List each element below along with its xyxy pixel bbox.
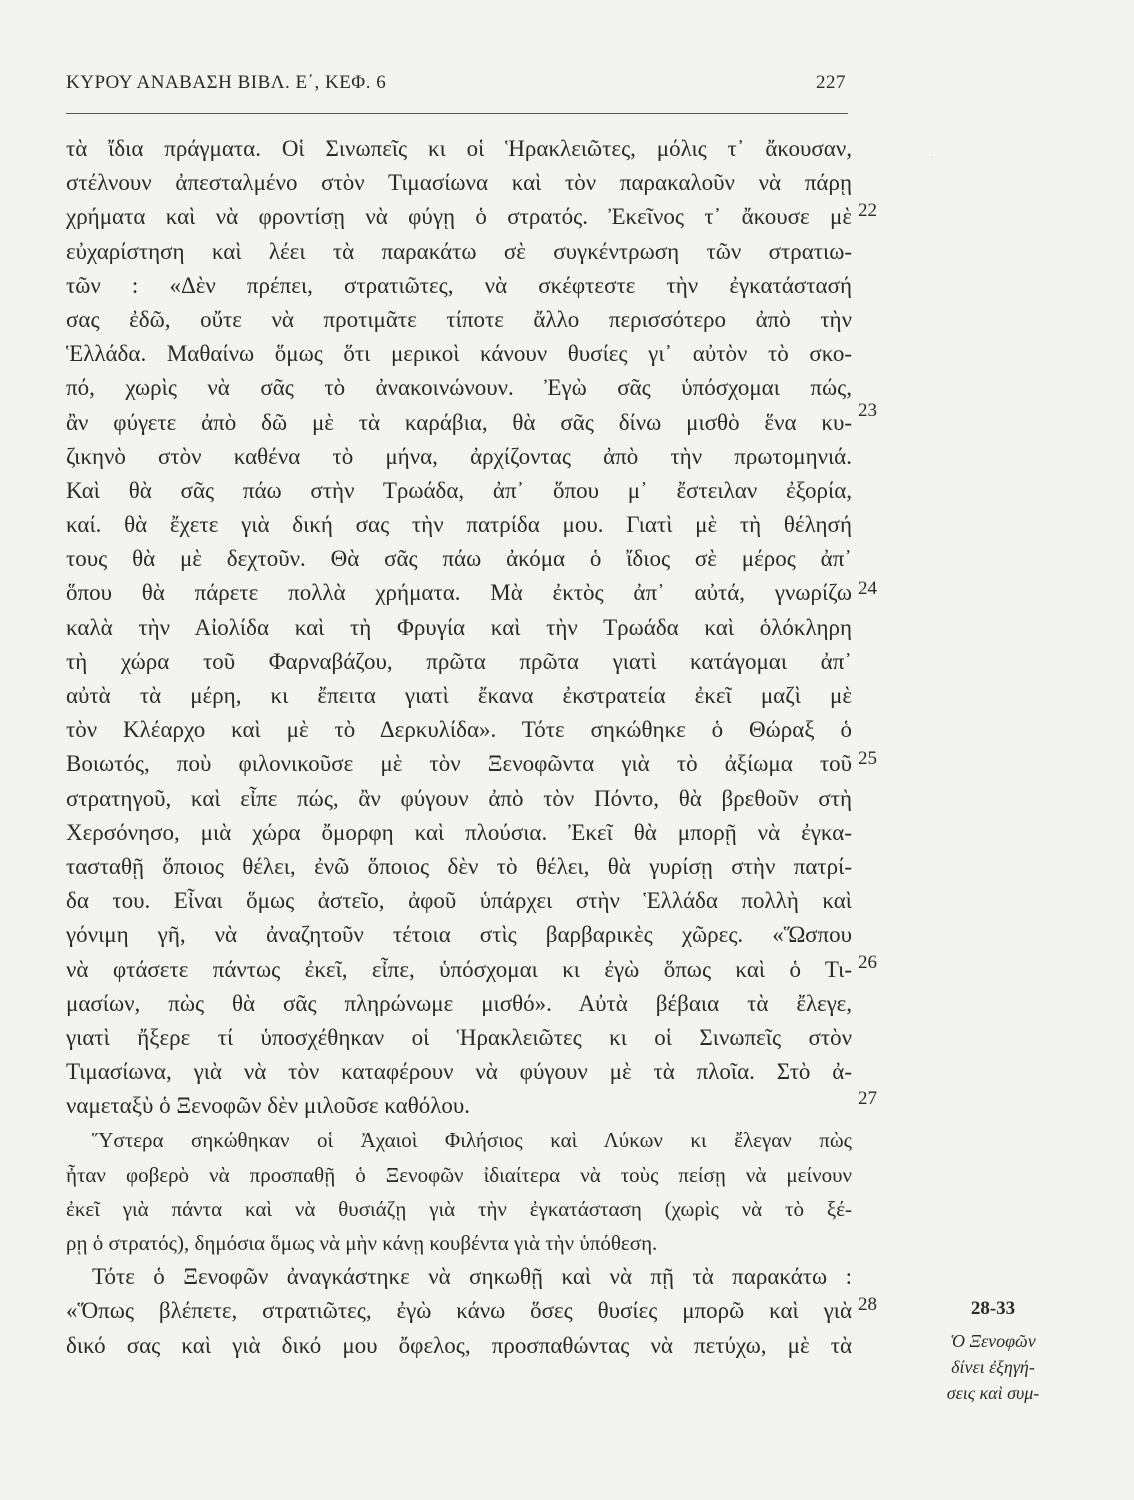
text-line: μασίων, πὼς θὰ σᾶς πληρώνωμε μισθό». Αὐτὰ βέβαια τὰ ἔλεγε,	[66, 990, 852, 1016]
text-line: τὸν Κλέαρχο καὶ μὲ τὸ Δερκυλίδα». Τότε σηκώθηκε ὁ Θώραξ ὁ	[66, 717, 852, 743]
text-line: αὐτὰ τὰ μέρη, κι ἔπειτα γιατὶ ἔκανα ἐκστρατεία ἐκεῖ μαζὶ μὲ	[66, 683, 852, 708]
sidenote-line: δίνει ἐξηγή-	[951, 1357, 1035, 1377]
text-line: εὐχαρίστηση καὶ λέει τὰ παρακάτω σὲ συγκέντρωση τῶν στρατιω-	[66, 238, 852, 264]
text-line: χρήματα καὶ νὰ φροντίσῃ νὰ φύγῃ ὁ στρατός. Ἐκεῖνος τ᾿ ἄκουσε μὲ	[66, 204, 852, 230]
text-line: ἦταν φοβερὸ νὰ προσπαθῇ ὁ Ξενοφῶν ἰδιαίτερα νὰ τοὺς πείσῃ νὰ μείνουν	[66, 1162, 852, 1187]
sidenote-line: σεις καὶ συμ-	[946, 1383, 1040, 1403]
text-line: γόνιμη γῆ, νὰ ἀναζητοῦν τέτοια στὶς βαρβαρικὲς χῶρες. «Ὥσπου	[66, 922, 852, 948]
text-line: Ἑλλάδα. Μαθαίνω ὅμως ὅτι μερικοὶ κάνουν θυσίες γι᾿ αὐτὸν τὸ σκο-	[66, 341, 852, 367]
text-line: τους θὰ μὲ δεχτοῦν. Θὰ σᾶς πάω ἀκόμα ὁ ἴδιος σὲ μέρος ἀπ᾿	[66, 546, 852, 572]
text-line: καί. θὰ ἔχετε γιὰ δική σας τὴν πατρίδα μου. Γιατὶ μὲ τὴ θέλησή	[66, 512, 852, 538]
text-line: Τότε ὁ Ξενοφῶν ἀναγκάστηκε νὰ σηκωθῇ καὶ νὰ πῇ τὰ παρακάτω :	[92, 1264, 852, 1290]
text-line: ὅπου θὰ πάρετε πολλὰ χρήματα. Μὰ ἐκτὸς ἀπ᾿ αὐτά, γνωρίζω	[66, 580, 852, 606]
running-title: ΚΥΡΟΥ ΑΝΑΒΑΣΗ ΒΙΒΛ. Ε΄, ΚΕΦ. 6	[66, 72, 387, 93]
text-line: νὰ φτάσετε πάντως ἐκεῖ, εἶπε, ὑπόσχομαι κι ἐγὼ ὅπως καὶ ὁ Τι-	[66, 956, 852, 982]
bleed-through-text: ·	[930, 150, 935, 166]
text-line: στέλνουν ἀπεσταλμένο στὸν Τιμασίωνα καὶ τὸν παρακαλοῦν νὰ πάρῃ	[66, 170, 852, 196]
text-line: σας ἐδῶ, οὔτε νὰ προτιμᾶτε τίποτε ἄλλο περισσότερο ἀπὸ τὴν	[66, 306, 852, 332]
text-line: Βοιωτός, ποὺ φιλονικοῦσε μὲ τὸν Ξενοφῶντα γιὰ τὸ ἀξίωμα τοῦ	[66, 751, 852, 777]
text-line: «Ὅπως βλέπετε, στρατιῶτες, ἐγὼ κάνω ὅσες θυσίες μπορῶ καὶ γιὰ	[66, 1298, 852, 1324]
section-number: 22	[858, 200, 877, 221]
text-line: τὴ χώρα τοῦ Φαρναβάζου, πρῶτα πρῶτα γιατὶ κατάγομαι ἀπ᾿	[66, 648, 852, 674]
marginal-summary	[918, 1298, 1068, 1406]
section-number: 24	[858, 578, 877, 599]
text-line: ζικηνὸ στὸν καθένα τὸ μήνα, ἀρχίζοντας ἀπὸ τὴν πρωτομηνιά.	[66, 443, 852, 469]
text-line: δα του. Εἶναι ὅμως ἀστεῖο, ἀφοῦ ὑπάρχει στὴν Ἑλλάδα πολλὴ καὶ	[66, 888, 852, 914]
sidenote-line: Ὁ Ξενοφῶν	[950, 1331, 1036, 1351]
text-line: δικό σας καὶ γιὰ δικό μου ὄφελος, προσπαθώντας νὰ πετύχω, μὲ τὰ	[66, 1332, 852, 1358]
running-header	[66, 72, 846, 94]
text-line: τὰ ἴδια πράγματα. Οἱ Σινωπεῖς κι οἱ Ἡρακλειῶτες, μόλις τ᾿ ἄκουσαν,	[66, 136, 852, 161]
text-line: ναμεταξὺ ὁ Ξενοφῶν δὲν μιλοῦσε καθόλου.	[66, 1093, 471, 1119]
text-line: ἂν φύγετε ἀπὸ δῶ μὲ τὰ καράβια, θὰ σᾶς δίνω μισθὸ ἕνα κυ-	[66, 409, 852, 435]
text-line: τῶν : «Δὲν πρέπει, στρατιῶτες, νὰ σκέφτεστε τὴν ἐγκατάστασή	[66, 272, 852, 298]
section-number: 26	[858, 952, 877, 973]
sidenote-range: 28-33	[970, 1298, 1016, 1319]
text-line: ρῃ ὁ στρατός), δημόσια ὅμως νὰ μὴν κάνῃ κουβέντα γιὰ τὴν ὑπόθεση.	[66, 1231, 658, 1255]
section-number: 25	[858, 748, 877, 769]
section-number: 23	[858, 400, 877, 421]
text-line: τασταθῇ ὅποιος θέλει, ἐνῶ ὅποιος δὲν τὸ θέλει, θὰ γυρίσῃ στὴν πατρί-	[66, 853, 852, 879]
text-line: Καὶ θὰ σᾶς πάω στὴν Τρωάδα, ἀπ᾿ ὅπου μ᾿ ἔστειλαν ἐξορία,	[66, 477, 852, 503]
page-number: 227	[816, 72, 846, 93]
section-number: 28	[858, 1294, 877, 1315]
text-line: στρατηγοῦ, καὶ εἶπε πώς, ἂν φύγουν ἀπὸ τὸν Πόντο, θὰ βρεθοῦν στὴ	[66, 785, 852, 811]
text-line: πό, χωρὶς νὰ σᾶς τὸ ἀνακοινώνουν. Ἐγὼ σᾶς ὑπόσχομαι πώς,	[66, 375, 852, 401]
main-text	[66, 132, 852, 1363]
text-line: γιατὶ ἤξερε τί ὑποσχέθηκαν οἱ Ἡρακλειῶτες κι οἱ Σινωπεῖς στὸν	[66, 1024, 852, 1050]
text-line: Χερσόνησο, μιὰ χώρα ὄμορφη καὶ πλούσια. Ἐκεῖ θὰ μπορῇ νὰ ἐγκα-	[66, 819, 852, 845]
text-line: Τιμασίωνα, γιὰ νὰ τὸν καταφέρουν νὰ φύγουν μὲ τὰ πλοῖα. Στὸ ἀ-	[66, 1059, 852, 1085]
section-number: 27	[858, 1088, 877, 1109]
header-rule	[66, 113, 848, 114]
text-line: ἐκεῖ γιὰ πάντα καὶ νὰ θυσιάζῃ γιὰ τὴν ἐγκατάσταση (χωρὶς νὰ τὸ ξέ-	[66, 1196, 852, 1221]
text-line: καλὰ τὴν Αἰολίδα καὶ τὴ Φρυγία καὶ τὴν Τρωάδα καὶ ὁλόκληρη	[66, 614, 852, 640]
text-line: Ὕστερα σηκώθηκαν οἱ Ἀχαιοὶ Φιλήσιος καὶ Λύκων κι ἔλεγαν πὼς	[92, 1128, 852, 1153]
